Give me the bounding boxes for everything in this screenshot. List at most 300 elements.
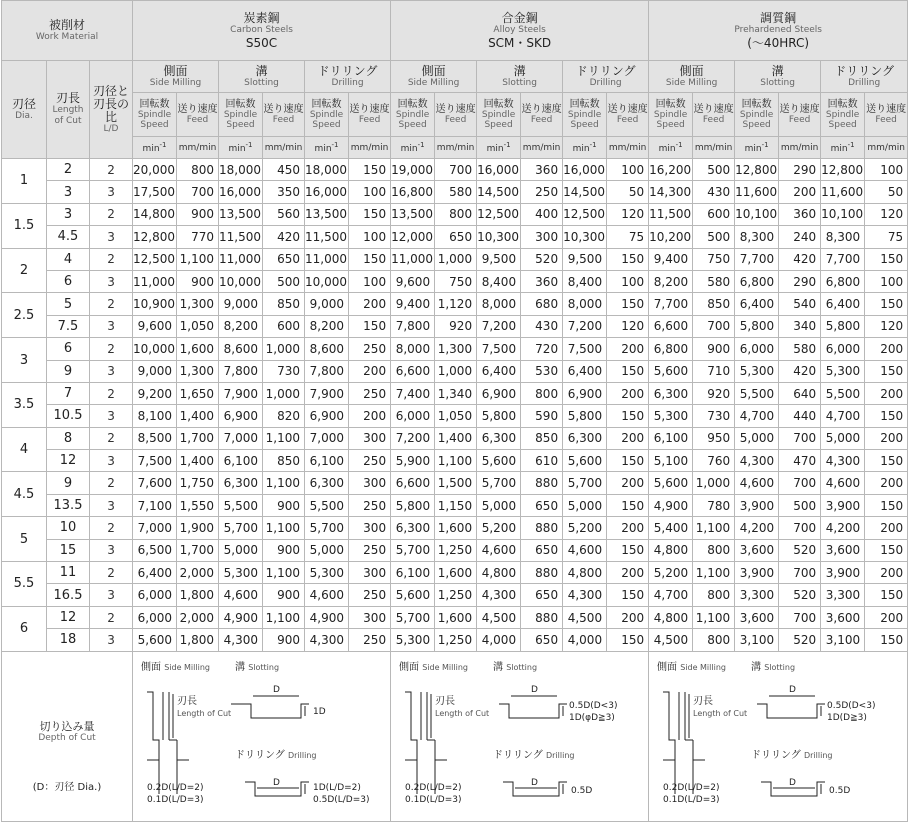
speed-value: 6,900	[219, 405, 263, 427]
speed-value: 6,000	[821, 338, 865, 360]
speed-value: 5,700	[391, 606, 435, 628]
speed-value: 6,000	[391, 405, 435, 427]
feed-value: 1,100	[263, 517, 305, 539]
speed-value: 6,300	[563, 427, 607, 449]
feed-value: 430	[693, 181, 735, 203]
slot-d-label: D	[531, 685, 539, 696]
feed-header: 送り速度 Feed	[607, 93, 649, 137]
feed-value: 200	[607, 562, 649, 584]
feed-value: 1,800	[177, 584, 219, 606]
feed-value: 520	[779, 584, 821, 606]
feed-value: 850	[263, 450, 305, 472]
speed-value: 4,000	[477, 629, 521, 651]
speed-value: 10,100	[821, 203, 865, 225]
speed-value: 7,900	[219, 382, 263, 404]
loc-cell: 4.5	[47, 226, 90, 248]
dia-cell: 4	[2, 427, 47, 472]
feed-value: 300	[521, 226, 563, 248]
feed-value: 250	[349, 382, 391, 404]
speed-value: 4,500	[477, 606, 521, 628]
speed-value: 10,000	[219, 270, 263, 292]
speed-value: 4,800	[649, 606, 693, 628]
feed-value: 1,600	[177, 338, 219, 360]
speed-value: 9,400	[649, 248, 693, 270]
feed-value: 500	[693, 226, 735, 248]
speed-value: 11,000	[133, 270, 177, 292]
feed-header: 送り速度 Feed	[521, 93, 563, 137]
loc-header: 刃長 Length of Cut	[47, 61, 90, 159]
feed-value: 580	[779, 338, 821, 360]
speed-header: 回転数 Spindle Speed	[133, 93, 177, 137]
material-prehardened-header: 調質鋼 Prehardened Steels (～40HRC)	[649, 1, 908, 61]
drilling-title: ドリリング Drilling	[235, 750, 317, 762]
loc-cell: 6	[47, 338, 90, 360]
feed-value: 290	[779, 270, 821, 292]
feed-value: 100	[349, 270, 391, 292]
feed-unit: mm/min	[435, 137, 477, 159]
feed-value: 530	[521, 360, 563, 382]
feed-value: 450	[263, 159, 305, 181]
feed-value: 420	[779, 360, 821, 382]
table-row	[2, 629, 908, 651]
loc-cell: 3	[47, 203, 90, 225]
speed-value: 4,200	[821, 517, 865, 539]
loc-cell: 6	[47, 270, 90, 292]
feed-value: 730	[693, 405, 735, 427]
speed-value: 7,200	[563, 315, 607, 337]
speed-value: 6,800	[649, 338, 693, 360]
speed-value: 6,400	[133, 562, 177, 584]
feed-value: 75	[865, 226, 908, 248]
speed-value: 4,700	[735, 405, 779, 427]
feed-value: 700	[779, 517, 821, 539]
table-row	[2, 338, 908, 360]
feed-value: 300	[349, 427, 391, 449]
feed-value: 1,050	[177, 315, 219, 337]
feed-value: 920	[693, 382, 735, 404]
speed-value: 16,800	[391, 181, 435, 203]
speed-value: 7,800	[219, 360, 263, 382]
feed-value: 1,100	[693, 562, 735, 584]
speed-value: 4,800	[477, 562, 521, 584]
feed-header: 送り速度 Feed	[435, 93, 477, 137]
speed-value: 5,800	[563, 405, 607, 427]
speed-value: 6,100	[391, 562, 435, 584]
speed-value: 6,000	[735, 338, 779, 360]
depth-diagram-prehardened	[649, 651, 908, 821]
feed-value: 700	[177, 181, 219, 203]
drill-preh-value: 0.5D	[829, 786, 851, 797]
feed-value: 1,900	[177, 517, 219, 539]
speed-value: 13,500	[391, 203, 435, 225]
feed-value: 580	[435, 181, 477, 203]
ld-cell: 2	[90, 338, 133, 360]
feed-value: 50	[607, 181, 649, 203]
speed-value: 11,600	[821, 181, 865, 203]
speed-value: 8,200	[305, 315, 349, 337]
speed-value: 4,900	[219, 606, 263, 628]
speed-value: 4,600	[219, 584, 263, 606]
feed-value: 950	[693, 427, 735, 449]
feed-value: 100	[865, 270, 908, 292]
slot-preh-value-1: 0.5D(D<3)	[827, 701, 876, 712]
speed-value: 9,400	[391, 293, 435, 315]
loc-cell: 5	[47, 293, 90, 315]
speed-value: 16,000	[305, 181, 349, 203]
speed-value: 6,600	[391, 360, 435, 382]
speed-value: 7,500	[133, 450, 177, 472]
op-side-alloy: 側面 Side Milling	[391, 61, 477, 93]
feed-value: 610	[521, 450, 563, 472]
speed-value: 11,500	[649, 203, 693, 225]
feed-value: 250	[349, 584, 391, 606]
feed-value: 1,600	[435, 606, 477, 628]
table-row	[2, 382, 908, 404]
speed-value: 9,000	[305, 293, 349, 315]
feed-value: 1,700	[177, 427, 219, 449]
ld-cell: 2	[90, 472, 133, 494]
feed-header: 送り速度 Feed	[349, 93, 391, 137]
feed-value: 850	[263, 293, 305, 315]
ld-cell: 2	[90, 562, 133, 584]
slot-carbon-value: 1D	[313, 707, 326, 718]
speed-value: 5,000	[219, 539, 263, 561]
table-row	[2, 427, 908, 449]
speed-value: 4,600	[477, 539, 521, 561]
ld-cell: 2	[90, 382, 133, 404]
feed-value: 100	[607, 159, 649, 181]
ld-cell: 3	[90, 270, 133, 292]
feed-value: 590	[521, 405, 563, 427]
speed-value: 6,000	[133, 606, 177, 628]
feed-value: 200	[865, 606, 908, 628]
speed-value: 5,800	[821, 315, 865, 337]
feed-value: 1,100	[263, 472, 305, 494]
speed-value: 12,500	[477, 203, 521, 225]
feed-value: 150	[865, 248, 908, 270]
dia-cell: 5	[2, 517, 47, 562]
table-row	[2, 450, 908, 472]
drill-d-label: D	[273, 778, 280, 789]
feed-value: 770	[177, 226, 219, 248]
speed-value: 5,800	[735, 315, 779, 337]
unit-header-row	[2, 137, 908, 159]
feed-value: 420	[263, 226, 305, 248]
slot-alloy-value-1: 0.5D(D<3)	[569, 701, 618, 712]
op-drill-alloy: ドリリング Drilling	[563, 61, 649, 93]
dia-cell: 2.5	[2, 293, 47, 338]
ld-cell: 2	[90, 606, 133, 628]
speed-value: 5,200	[649, 562, 693, 584]
depth-of-cut-row	[2, 651, 908, 821]
depth-diagram-carbon	[133, 651, 391, 821]
speed-value: 4,300	[305, 629, 349, 651]
feed-value: 1,800	[177, 629, 219, 651]
speed-value: 7,400	[391, 382, 435, 404]
speed-value: 8,300	[821, 226, 865, 248]
speed-value: 4,600	[305, 584, 349, 606]
feed-value: 340	[779, 315, 821, 337]
feed-value: 1,400	[177, 450, 219, 472]
drill-value-2: 0.5D(L/D=3)	[313, 795, 370, 806]
speed-value: 4,900	[649, 494, 693, 516]
feed-value: 1,000	[263, 338, 305, 360]
table-row	[2, 562, 908, 584]
speed-header: 回転数 Spindle Speed	[477, 93, 521, 137]
feed-value: 120	[607, 315, 649, 337]
speed-value: 7,500	[563, 338, 607, 360]
dia-cell: 1	[2, 159, 47, 204]
speed-value: 4,300	[563, 584, 607, 606]
feed-value: 150	[349, 159, 391, 181]
speed-value: 10,900	[133, 293, 177, 315]
speed-value: 4,300	[821, 450, 865, 472]
feed-value: 200	[865, 382, 908, 404]
speed-value: 8,400	[563, 270, 607, 292]
speed-value: 8,200	[219, 315, 263, 337]
feed-value: 400	[521, 203, 563, 225]
feed-value: 1,000	[693, 472, 735, 494]
speed-value: 6,300	[219, 472, 263, 494]
speed-value: 4,200	[735, 517, 779, 539]
speed-value: 5,700	[305, 517, 349, 539]
feed-value: 150	[865, 293, 908, 315]
feed-value: 800	[693, 539, 735, 561]
loc-en-label: Length of Cut	[693, 709, 748, 719]
loc-cell: 15	[47, 539, 90, 561]
feed-value: 1,100	[693, 517, 735, 539]
speed-header: 回転数 Spindle Speed	[305, 93, 349, 137]
feed-value: 1,600	[435, 562, 477, 584]
speed-value: 7,700	[821, 248, 865, 270]
speed-value: 4,500	[563, 606, 607, 628]
speed-value: 8,300	[735, 226, 779, 248]
speed-value: 14,800	[133, 203, 177, 225]
table-row	[2, 293, 908, 315]
feed-value: 820	[263, 405, 305, 427]
feed-value: 420	[779, 248, 821, 270]
feed-value: 780	[693, 494, 735, 516]
table-row	[2, 606, 908, 628]
loc-cell: 16.5	[47, 584, 90, 606]
speed-value: 6,300	[305, 472, 349, 494]
speed-value: 5,600	[649, 360, 693, 382]
speed-value: 6,100	[305, 450, 349, 472]
cutting-conditions-table	[1, 0, 908, 822]
speed-value: 5,000	[735, 427, 779, 449]
feed-value: 50	[865, 181, 908, 203]
ld-cell: 2	[90, 203, 133, 225]
depth-diagram-alloy	[391, 651, 649, 821]
speed-value: 12,800	[133, 226, 177, 248]
speed-value: 5,200	[477, 517, 521, 539]
feed-value: 540	[779, 293, 821, 315]
op-side-preh: 側面 Side Milling	[649, 61, 735, 93]
feed-unit: mm/min	[693, 137, 735, 159]
feed-value: 1,340	[435, 382, 477, 404]
feed-value: 150	[865, 629, 908, 651]
feed-value: 200	[607, 427, 649, 449]
speed-value: 6,900	[563, 382, 607, 404]
speed-value: 3,600	[735, 539, 779, 561]
speed-value: 3,100	[821, 629, 865, 651]
speed-value: 6,300	[391, 517, 435, 539]
speed-value: 7,600	[133, 472, 177, 494]
feed-value: 290	[779, 159, 821, 181]
feed-unit: mm/min	[865, 137, 908, 159]
feed-value: 100	[865, 159, 908, 181]
speed-value: 5,100	[649, 450, 693, 472]
speed-value: 4,700	[649, 584, 693, 606]
feed-value: 1,500	[435, 472, 477, 494]
feed-value: 850	[693, 293, 735, 315]
feed-value: 600	[693, 203, 735, 225]
feed-value: 800	[177, 159, 219, 181]
speed-header: 回転数 Spindle Speed	[821, 93, 865, 137]
feed-value: 300	[349, 562, 391, 584]
speed-value: 9,500	[477, 248, 521, 270]
speed-unit: $\min^{-1}$	[133, 137, 177, 159]
feed-value: 1,550	[177, 494, 219, 516]
speed-value: 5,300	[821, 360, 865, 382]
loc-cell: 13.5	[47, 494, 90, 516]
loc-cell: 9	[47, 360, 90, 382]
feed-value: 1,300	[435, 338, 477, 360]
speed-value: 7,000	[219, 427, 263, 449]
speed-unit: $\min^{-1}$	[735, 137, 779, 159]
feed-value: 1,120	[435, 293, 477, 315]
feed-value: 2,000	[177, 606, 219, 628]
speed-value: 6,000	[133, 584, 177, 606]
speed-value: 12,000	[391, 226, 435, 248]
feed-value: 1,750	[177, 472, 219, 494]
feed-value: 150	[607, 539, 649, 561]
slot-d-label: D	[273, 685, 280, 696]
loc-cell: 3	[47, 181, 90, 203]
speed-value: 13,500	[305, 203, 349, 225]
feed-value: 350	[263, 181, 305, 203]
table-row	[2, 360, 908, 382]
loc-label: 刃長	[177, 696, 198, 708]
speed-value: 9,000	[133, 360, 177, 382]
speed-value: 5,700	[563, 472, 607, 494]
speed-value: 5,500	[821, 382, 865, 404]
speed-value: 11,000	[219, 248, 263, 270]
speed-value: 6,400	[735, 293, 779, 315]
feed-value: 200	[607, 472, 649, 494]
speed-value: 5,300	[219, 562, 263, 584]
feed-value: 1,400	[177, 405, 219, 427]
speed-value: 6,400	[563, 360, 607, 382]
speed-value: 3,100	[735, 629, 779, 651]
feed-value: 150	[607, 584, 649, 606]
speed-value: 16,000	[477, 159, 521, 181]
feed-value: 1,100	[693, 606, 735, 628]
feed-value: 1,000	[435, 360, 477, 382]
speed-value: 10,200	[649, 226, 693, 248]
speed-value: 5,700	[219, 517, 263, 539]
feed-value: 880	[521, 472, 563, 494]
feed-value: 640	[779, 382, 821, 404]
op-side-carbon: 側面 Side Milling	[133, 61, 219, 93]
table-row	[2, 159, 908, 181]
speed-value: 5,300	[305, 562, 349, 584]
speed-value: 5,400	[649, 517, 693, 539]
feed-value: 1,400	[435, 427, 477, 449]
speed-value: 9,600	[133, 315, 177, 337]
table-row	[2, 539, 908, 561]
slot-alloy-value-2: 1D(φD≧3)	[569, 713, 615, 724]
op-slot-preh: 溝 Slotting	[735, 61, 821, 93]
speed-value: 6,100	[219, 450, 263, 472]
feed-value: 200	[865, 472, 908, 494]
feed-header: 送り速度 Feed	[865, 93, 908, 137]
speed-value: 5,900	[391, 450, 435, 472]
speed-value: 3,600	[821, 539, 865, 561]
feed-value: 650	[263, 248, 305, 270]
feed-value: 150	[607, 450, 649, 472]
speed-value: 3,300	[821, 584, 865, 606]
feed-value: 650	[521, 539, 563, 561]
speed-value: 11,500	[305, 226, 349, 248]
feed-value: 200	[349, 405, 391, 427]
feed-value: 900	[263, 584, 305, 606]
feed-value: 710	[693, 360, 735, 382]
feed-value: 250	[349, 629, 391, 651]
speed-value: 7,500	[477, 338, 521, 360]
feed-value: 900	[177, 270, 219, 292]
feed-value: 1,300	[177, 293, 219, 315]
speed-feed-header-row	[2, 93, 908, 137]
speed-value: 16,200	[649, 159, 693, 181]
ld-cell: 3	[90, 450, 133, 472]
ld-cell: 2	[90, 293, 133, 315]
speed-value: 8,000	[391, 338, 435, 360]
dia-cell: 5.5	[2, 562, 47, 607]
feed-value: 150	[607, 360, 649, 382]
speed-value: 12,800	[821, 159, 865, 181]
drill-d-label: D	[789, 778, 797, 789]
feed-value: 250	[349, 539, 391, 561]
feed-value: 150	[349, 248, 391, 270]
speed-value: 4,500	[649, 629, 693, 651]
speed-unit: $\min^{-1}$	[477, 137, 521, 159]
feed-unit: mm/min	[521, 137, 563, 159]
alloy-diagrams	[391, 652, 647, 820]
speed-value: 4,300	[219, 629, 263, 651]
loc-cell: 10.5	[47, 405, 90, 427]
feed-value: 250	[349, 450, 391, 472]
speed-value: 5,600	[133, 629, 177, 651]
feed-value: 1,600	[435, 517, 477, 539]
feed-value: 240	[779, 226, 821, 248]
speed-value: 5,800	[477, 405, 521, 427]
table-row	[2, 226, 908, 248]
feed-value: 470	[779, 450, 821, 472]
speed-value: 7,700	[735, 248, 779, 270]
loc-label: 刃長	[693, 696, 714, 708]
feed-value: 200	[865, 562, 908, 584]
side-milling-title: 側面 Side Milling	[399, 662, 469, 674]
slot-d-label: D	[789, 685, 797, 696]
feed-unit: mm/min	[607, 137, 649, 159]
feed-value: 1,700	[177, 539, 219, 561]
feed-value: 150	[607, 494, 649, 516]
speed-value: 4,800	[563, 562, 607, 584]
feed-value: 200	[607, 338, 649, 360]
speed-value: 7,800	[305, 360, 349, 382]
speed-value: 4,000	[563, 629, 607, 651]
